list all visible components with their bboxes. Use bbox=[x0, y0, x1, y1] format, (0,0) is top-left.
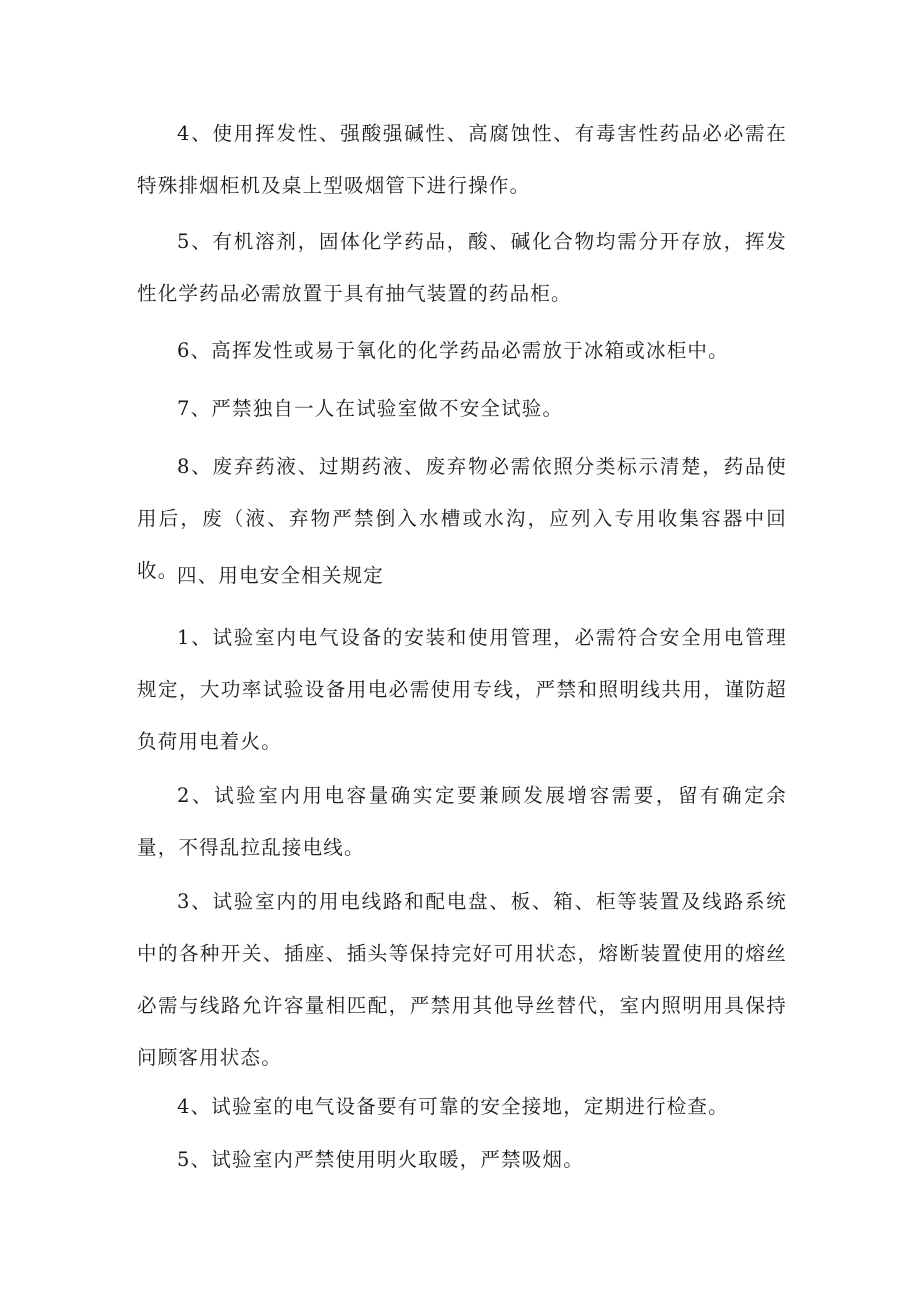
paragraph-item-6-volatile: 6、高挥发性或易于氧化的化学药品必需放于冰箱或冰柜中。 bbox=[177, 339, 729, 362]
paragraph-electric-2: 2、试验室内用电容量确实定要兼顾发展增容需要，留有确定余量，不得乱拉乱接电线。 bbox=[137, 784, 787, 859]
paragraph-electric-1: 1、试验室内电气设备的安装和使用管理，必需符合安全用电管理规定，大功率试验设备用电必需使用专线，严禁和照明线共用，谨防超负荷用电着火。 bbox=[137, 626, 787, 753]
paragraph-item-4-chemicals: 4、使用挥发性、强酸强碱性、高腐蚀性、有毒害性药品必必需在特殊排烟柜机及桌上型吸烟管下进行操作。 bbox=[137, 122, 787, 197]
paragraph-electric-3: 3、试验室内的用电线路和配电盘、板、箱、柜等装置及线路系统中的各种开关、插座、插头等保持完好可用状态，熔断装置使用的熔丝必需与线路允许容量相匹配，严禁用其他导丝替代，室内照明用具保持问顾客用状态。 bbox=[137, 890, 787, 1069]
paragraph-item-7-alone: 7、严禁独自一人在试验室做不安全试验。 bbox=[177, 397, 564, 420]
paragraph-item-5-storage: 5、有机溶剂，固体化学药品，酸、碱化合物均需分开存放，挥发性化学药品必需放置于具有抽气装置的药品柜。 bbox=[137, 230, 787, 305]
section-heading-electrical-safety: 四、用电安全相关规定 bbox=[177, 564, 385, 587]
paragraph-electric-5: 5、试验室内严禁使用明火取暖，严禁吸烟。 bbox=[177, 1148, 584, 1171]
paragraph-electric-4: 4、试验室的电气设备要有可靠的安全接地，定期进行检查。 bbox=[177, 1095, 729, 1118]
paragraph-item-8-waste: 8、废弃药液、过期药液、废弃物必需依照分类标示清楚，药品使用后，废（液、弃物严禁倒入水槽或水沟，应列入专用收集容器中回收。 bbox=[137, 455, 787, 582]
